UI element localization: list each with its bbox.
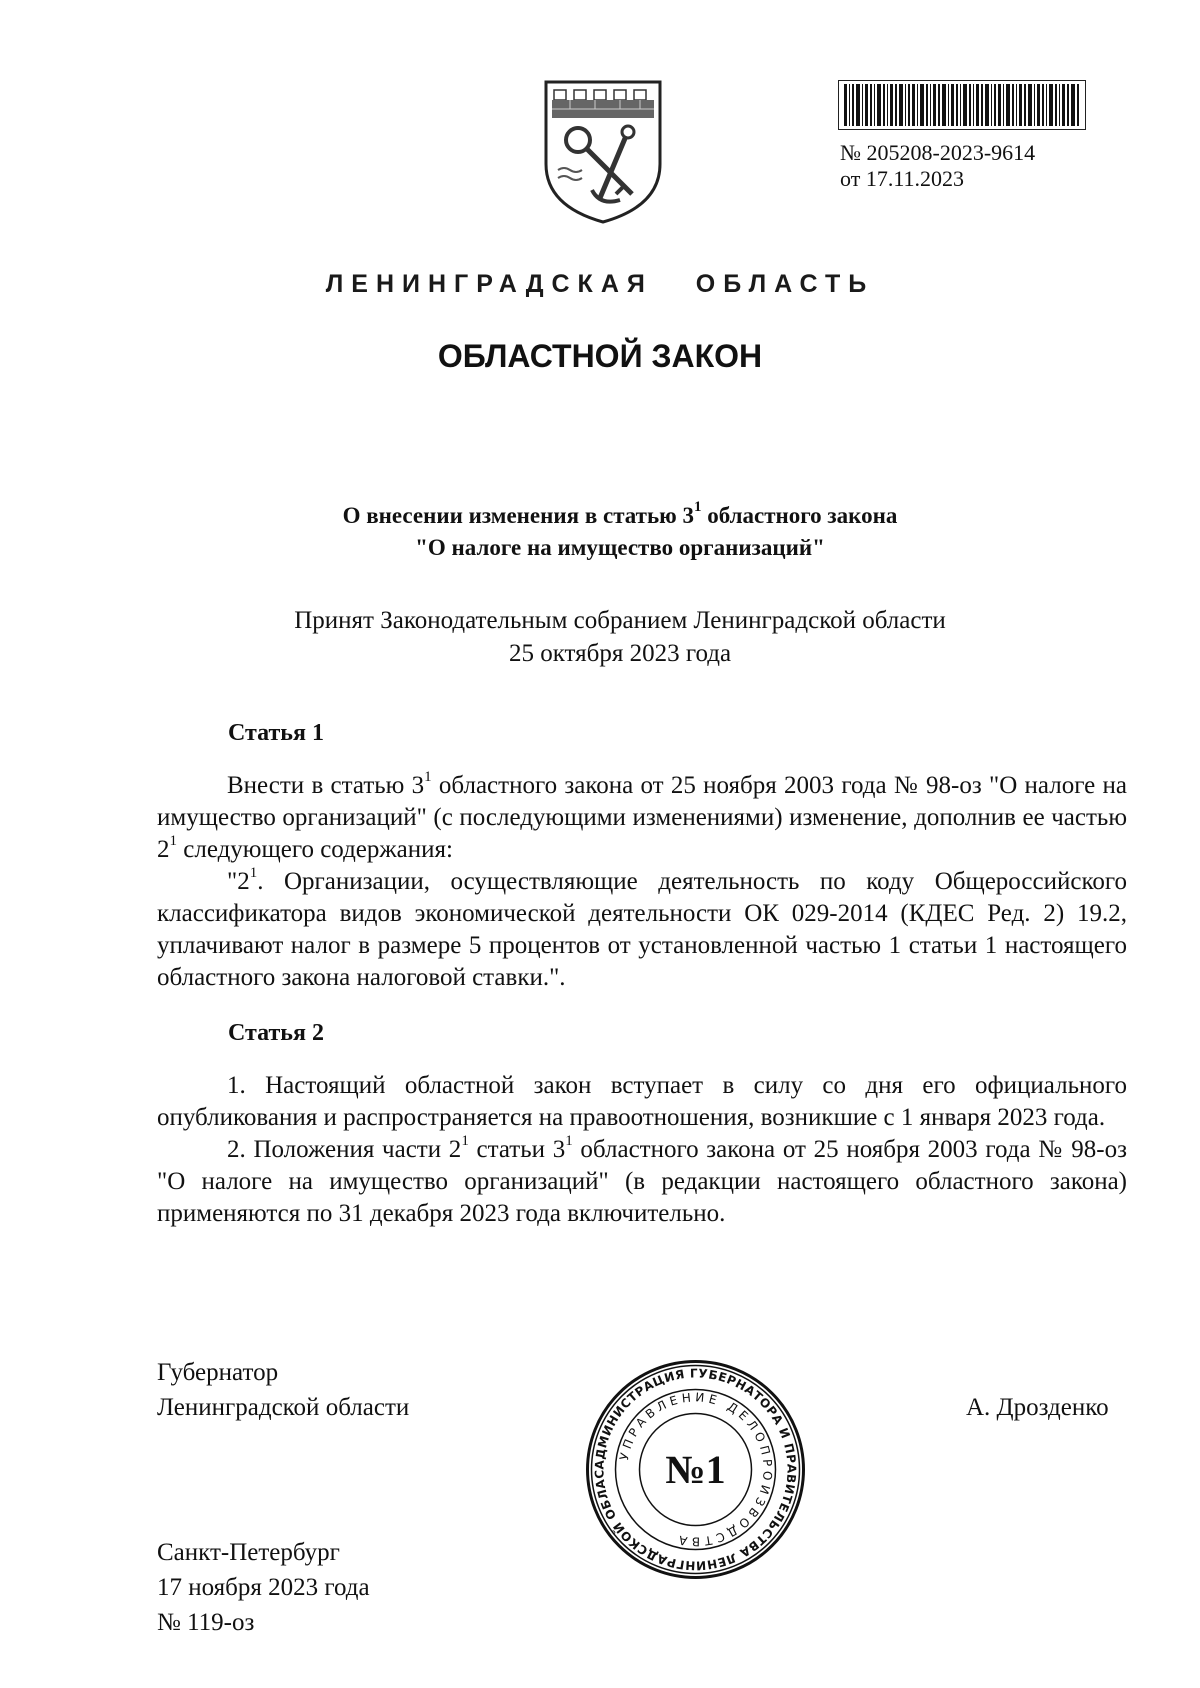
superscript: 1 [693, 499, 702, 516]
article-1-paragraph-2 [157, 866, 1127, 994]
text: 2. Положения части 2 [227, 1136, 462, 1163]
title-text: областного закона [701, 503, 898, 528]
barcode-icon [838, 80, 1086, 130]
position-line-1: Губернатор [157, 1359, 279, 1386]
seal-inner-text: УПРАВЛЕНИЕ ДЕЛОПРОИЗВОДСТВА [617, 1390, 775, 1549]
superscript: 1 [169, 832, 177, 849]
article-2-paragraph-2 [157, 1134, 1127, 1230]
law-title [180, 500, 1060, 564]
text: следующего содержания: [177, 836, 453, 863]
superscript: 1 [565, 1132, 573, 1149]
place-and-date [157, 1535, 370, 1640]
official-seal-icon [583, 1357, 808, 1582]
adoption-line-1: Принят Законодательным собранием Ленинградской области [294, 607, 946, 634]
text: . Организации, осуществляющие деятельность по коду Общероссийского классификатора видов экономической деятельности ОК 029-2014 (КДЕС Ред. 2) 19.2, уплачивают налог в размере 5 процентов от установленной частью 1 статьи 1 настоящего областного закона налоговой ставки.". [157, 868, 1127, 991]
adoption-date: 25 октября 2023 года [508, 640, 732, 667]
article-1-heading: Статья 1 [228, 720, 324, 746]
title-text: О внесении изменения в статью 3 [342, 503, 694, 528]
seal-center-text: №1 [665, 1447, 726, 1492]
position-line-2: Ленинградской области [157, 1394, 410, 1421]
article-2-paragraph-1: 1. Настоящий областной закон вступает в силу со дня его официального опубликования и распространяется на правоотношения, возникшие с 1 января 2023 года. [157, 1072, 1127, 1131]
registration-number [840, 140, 1035, 192]
title-line-2: "О налоге на имущество организаций" [415, 535, 825, 560]
region-name: ЛЕНИНГРАДСКАЯ ОБЛАСТЬ [325, 270, 875, 298]
city: Санкт-Петербург [157, 1539, 340, 1566]
law-number: № 119-оз [157, 1609, 255, 1636]
article-1-body [157, 770, 1127, 994]
seal-ring-text: АДМИНИСТРАЦИЯ ГУБЕРНАТОРА И ПРАВИТЕЛЬСТВА ЛЕНИНГРАДСКОЙ ОБЛАС [592, 1366, 799, 1573]
coat-of-arms-icon [540, 78, 666, 226]
article-1-paragraph-1 [157, 770, 1127, 866]
superscript: 1 [461, 1132, 469, 1149]
signatory-position [157, 1355, 409, 1425]
superscript: 1 [424, 768, 432, 785]
text: Внести в статью 3 [227, 772, 425, 799]
signing-date: 17 ноября 2023 года [157, 1574, 370, 1601]
text: областного закона от 25 ноября 2003 года № 98-оз "О налоге на имущество организаций" (в редакции настоящего областного закона) применяются по 31 декабря 2023 года включительно. [157, 1136, 1127, 1227]
article-2-heading: Статья 2 [228, 1020, 324, 1046]
document-type: ОБЛАСТНОЙ ЗАКОН [437, 338, 763, 374]
text: областного закона от 25 ноября 2003 года № 98-оз "О налоге на имущество организаций" (с последующими изменениями) изменение, дополнив ее частью 2 [157, 772, 1127, 863]
signatory-name: А. Дрозденко [966, 1394, 1109, 1421]
reg-date: от 17.11.2023 [840, 166, 965, 191]
superscript: 1 [249, 864, 258, 881]
reg-number: № 205208-2023-9614 [840, 140, 1036, 165]
article-2-body [157, 1070, 1127, 1230]
adoption-note [180, 604, 1060, 670]
text: статьи 3 [468, 1136, 566, 1163]
text: "2 [227, 868, 250, 895]
